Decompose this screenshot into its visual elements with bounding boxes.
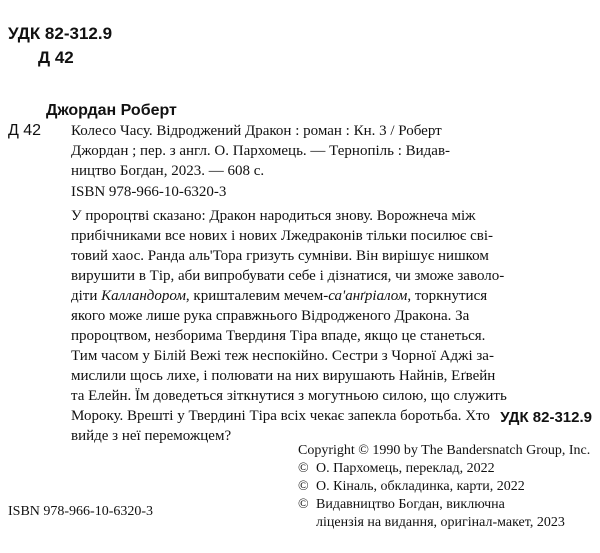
- annotation-text: діти: [71, 288, 102, 304]
- annotation-line: вирушити в Тір, аби випробувати себе і дізнатися, чи зможе заволо-: [71, 268, 505, 284]
- copyright-line: Copyright © 1990 by The Bandersnatch Group, Inc.: [298, 443, 591, 458]
- udk-code-right: УДК 82-312.9: [500, 409, 592, 426]
- annotation-line: та Елейн. Їм доведеться зіткнутися з могутньою силою, що служить: [71, 388, 507, 404]
- copyright-text: О. Пархомець, переклад, 2022: [316, 461, 495, 476]
- copyright-block: [298, 442, 590, 532]
- annotation-text: , кришталевим мечем-: [185, 288, 329, 304]
- author-mark-top: Д 42: [38, 48, 74, 67]
- copyright-text: ліцензія на видання, оригінал-макет, 2023: [316, 515, 565, 530]
- annotation-line: Тим часом у Білій Вежі теж неспокійно. Сестри з Чорної Аджі за-: [71, 348, 494, 364]
- copyright-text: О. Кіналь, обкладинка, карти, 2022: [316, 479, 525, 494]
- annotation-line: мислили щось лихе, і полювати на них вирушають Найнів, Еґвейн: [71, 368, 496, 384]
- annotation-line: прибічниками все нових і нових Лжедраконів тільки посилює сві-: [71, 228, 493, 244]
- annotation-line: Мороку. Врешті у Твердині Тіра всіх чекає запекла боротьба. Хто: [71, 408, 490, 424]
- annotation-line: якого може лише рука справжнього Відродженого Дракона. За: [71, 308, 470, 324]
- annotation-line: [71, 286, 593, 306]
- isbn-main: ISBN 978-966-10-6320-3: [71, 184, 227, 200]
- sword-name: Калландором: [101, 288, 186, 304]
- copyright-symbol: ©: [298, 479, 309, 494]
- author-mark-left: Д 42: [8, 122, 42, 139]
- title-line: Джордан ; пер. з англ. О. Пархомець. — Тернопіль : Видав-: [71, 143, 451, 159]
- title-line: ництво Богдан, 2023. — 608 с.: [71, 163, 265, 179]
- bibliographic-description: [71, 121, 593, 181]
- author-name: Джордан Роберт: [46, 102, 177, 119]
- annotation-line: вийде з неї переможцем?: [71, 428, 232, 444]
- copyright-symbol: ©: [298, 497, 309, 512]
- artifact-name: са'анґріалом: [328, 288, 408, 304]
- udk-code-top: УДК 82-312.9: [8, 24, 113, 43]
- annotation-line: У пророцтві сказано: Дракон народиться знову. Ворожнеча між: [71, 208, 476, 224]
- isbn-bottom: ISBN 978-966-10-6320-3: [8, 504, 154, 519]
- copyright-line: [298, 514, 590, 532]
- annotation-text: , торкнутися: [407, 288, 488, 304]
- title-line: Колесо Часу. Відроджений Дракон : роман : Кн. 3 / Роберт: [71, 123, 442, 139]
- copyright-symbol: ©: [298, 461, 309, 476]
- copyright-line: [298, 478, 590, 496]
- copyright-line: [298, 460, 590, 478]
- annotation-line: пророцтвом, незборима Твердиня Тіра впаде, якщо це станеться.: [71, 328, 486, 344]
- copyright-line: [298, 496, 590, 514]
- annotation-line: товий хаос. Ранда аль'Тора гризуть сумніви. Він вирішує нишком: [71, 248, 489, 264]
- copyright-text: Видавництво Богдан, виключна: [316, 497, 505, 512]
